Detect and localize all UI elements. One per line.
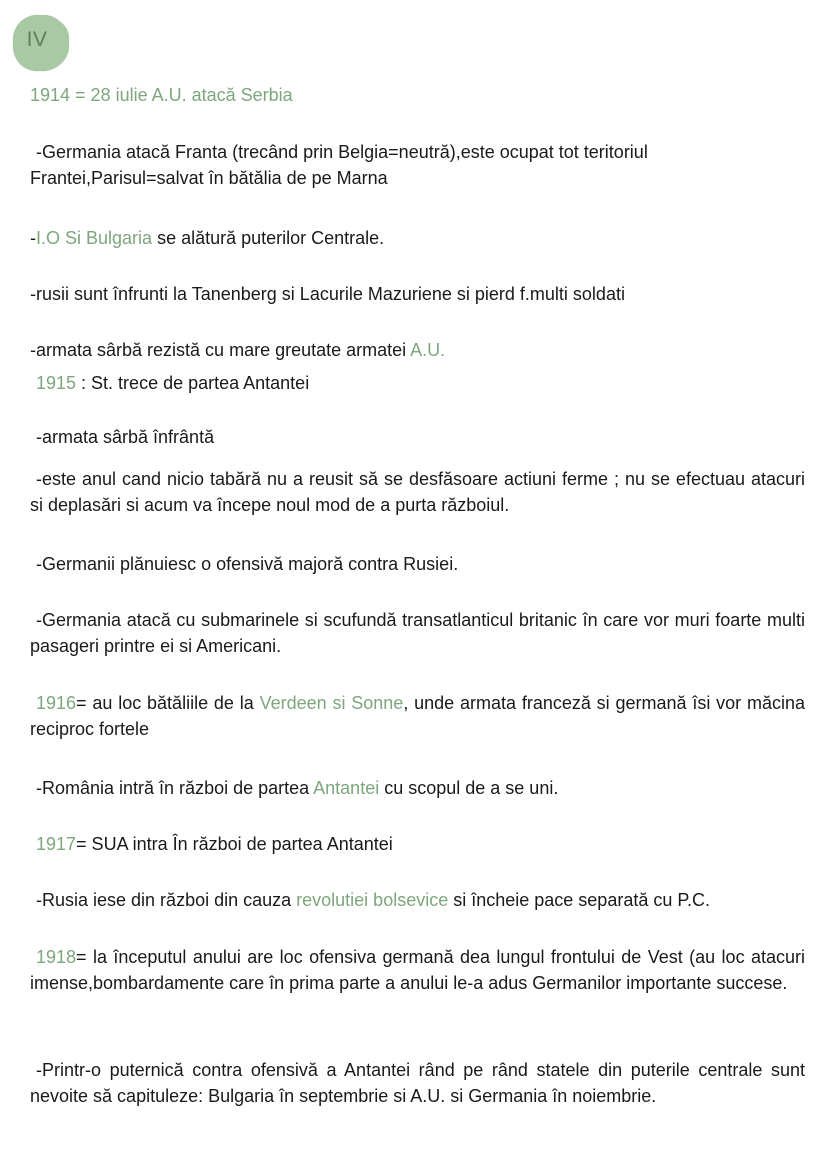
paragraph-serbian-army-resists: [30, 337, 805, 363]
paragraph-text: se alătură puterilor Centrale.: [152, 228, 385, 248]
paragraph-counter-offensive: [30, 1057, 805, 1109]
paragraph-1918: [30, 944, 805, 996]
highlight-au: A.U.: [410, 340, 446, 360]
highlight-antantei: Antantei: [313, 778, 380, 798]
paragraph-1917: [30, 831, 805, 857]
paragraph-stalemate-year: [30, 466, 805, 518]
paragraph-text: -: [30, 228, 36, 248]
paragraph-text: : St. trece de partea Antantei: [76, 373, 310, 393]
paragraph-text: -Germanii plănuiesc o ofensivă majoră contra Rusiei.: [36, 554, 459, 574]
paragraph-russians-defeated: [30, 281, 805, 307]
paragraph-text: -România intră în război de partea: [36, 778, 314, 798]
paragraph-1916: [30, 690, 805, 742]
highlight-verdeen-sonne: Verdeen si Sonne: [259, 693, 404, 713]
paragraph-germans-plan-offensive: [30, 551, 805, 577]
paragraph-text: si încheie pace separată cu P.C.: [448, 890, 711, 910]
paragraph-romania-enters-war: [30, 775, 805, 801]
year-1914-line: 1914 = 28 iulie A.U. atacă Serbia: [30, 85, 293, 105]
paragraph-text: -armata sârbă înfrântă: [36, 427, 215, 447]
year-1916: 1916: [36, 693, 77, 713]
paragraph-text: cu scopul de a se uni.: [379, 778, 559, 798]
paragraph-text: -Germania atacă Franta (trecând prin Belgia=neutră),este ocupat tot teritoriul Frantei,Parisul=salvat în bătălia de pe Marna: [30, 142, 648, 188]
paragraph-text: -Rusia iese din război din cauza: [36, 890, 297, 910]
paragraph-text: -Printr-o puternică contra ofensivă a Antantei rând pe rând statele din puterile centrale sunt nevoite să capituleze: Bulgaria în septembrie si A.U. si Germania în noiembrie.: [30, 1060, 805, 1106]
chapter-badge: [10, 12, 72, 74]
paragraph-text: -armata sârbă rezistă cu mare greutate armatei: [30, 340, 411, 360]
highlight-io-bulgaria: I.O Si Bulgaria: [36, 228, 153, 248]
paragraph-text: -rusii sunt înfrunti la Tanenberg si Lacurile Mazuriene si pierd f.multi soldati: [30, 284, 625, 304]
chapter-numeral: IV: [26, 28, 48, 51]
paragraph-serbian-army-defeated: [30, 424, 805, 450]
paragraph-text: = au loc bătăliile de la: [76, 693, 260, 713]
year-1918: 1918: [36, 947, 77, 967]
paragraph-text: , unde armata franceză si germană îsi vor măcina reciproc fortele: [30, 693, 806, 739]
paragraph-submarines: [30, 607, 805, 659]
paragraph-1914-heading: [30, 82, 805, 108]
paragraph-germany-attacks-france: [30, 139, 805, 191]
paragraph-text: -este anul cand nicio tabără nu a reusit să se desfăsoare actiuni ferme ; nu se efectuau atacuri si deplasări si acum va începe noul mod de a purta războiul.: [30, 469, 805, 515]
paragraph-russia-exits-war: [30, 887, 805, 913]
paragraph-text: = la începutul anului are loc ofensiva germană dea lungul frontului de Vest (au loc atacuri imense,bombardamente care în prima parte a anului le-a adus Germanilor importante succese.: [30, 947, 805, 993]
paragraph-text: = SUA intra În război de partea Antantei: [76, 834, 393, 854]
paragraph-1915-heading: [30, 370, 805, 396]
year-1915: 1915: [36, 373, 77, 393]
highlight-bolshevik-revolution: revolutiei bolsevice: [296, 890, 449, 910]
paragraph-io-bulgaria: [30, 225, 805, 251]
paragraph-text: -Germania atacă cu submarinele si scufundă transatlanticul britanic în care vor muri foarte multi pasageri printre ei si Americani.: [30, 610, 805, 656]
year-1917: 1917: [36, 834, 77, 854]
